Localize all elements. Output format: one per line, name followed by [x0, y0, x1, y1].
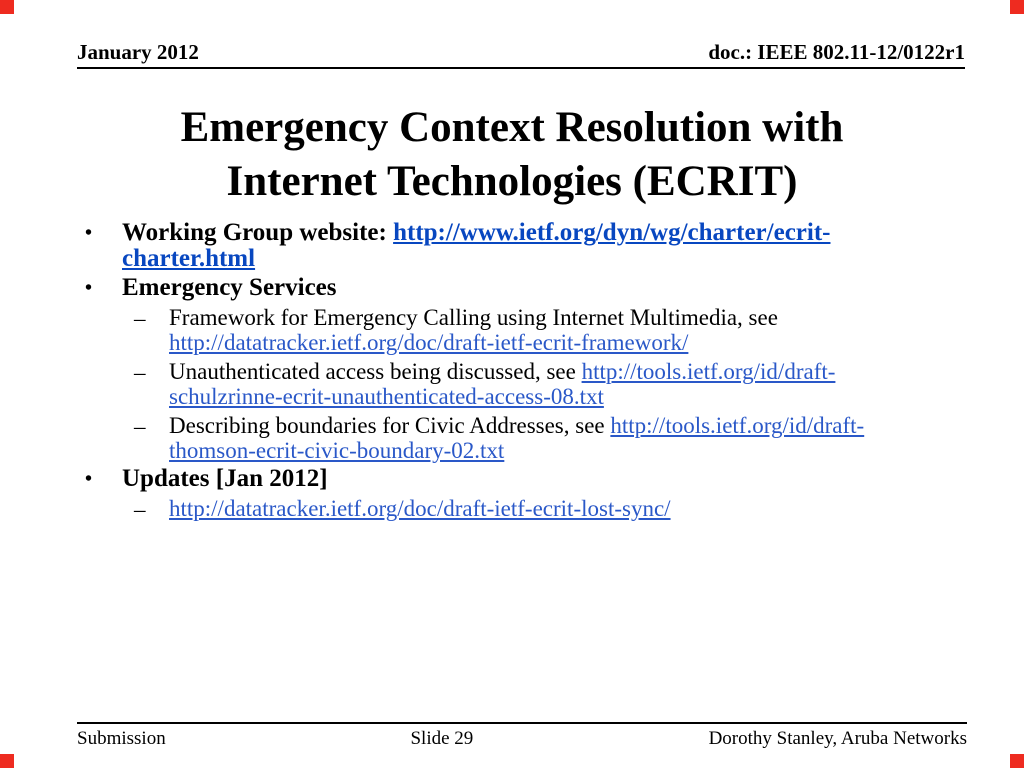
bullet-text: Describing boundaries for Civic Addresses, see	[169, 413, 611, 438]
bullet-text: Working Group website:	[122, 219, 394, 246]
slide-header	[77, 40, 965, 69]
dash-marker: –	[134, 497, 146, 522]
corner-marker	[0, 754, 14, 768]
bullet-text: Framework for Emergency Calling using Internet Multimedia, see	[169, 305, 778, 330]
bullet-item	[77, 360, 982, 409]
footer-slide-number: Slide 29	[410, 728, 474, 749]
header-date: January 2012	[77, 40, 199, 64]
hyperlink[interactable]: thomson-ecrit-civic-boundary-02.txt	[169, 437, 505, 463]
footer-author: Dorothy Stanley, Aruba Networks	[708, 728, 967, 749]
bullet-item	[77, 220, 982, 272]
dash-marker: –	[134, 306, 146, 331]
corner-marker	[0, 0, 14, 14]
corner-marker	[1010, 0, 1024, 14]
dash-marker: –	[134, 414, 146, 439]
bullet-item	[77, 414, 982, 463]
corner-marker	[1010, 754, 1024, 768]
hyperlink[interactable]: http://datatracker.ietf.org/doc/draft-ietf-ecrit-lost-sync/	[169, 496, 671, 521]
bullet-marker: •	[85, 468, 93, 490]
hyperlink[interactable]: http://datatracker.ietf.org/doc/draft-ietf-ecrit-framework/	[169, 329, 689, 355]
bullet-text: Updates [Jan 2012]	[122, 465, 328, 492]
title-line-1: Emergency Context Resolution with	[180, 104, 844, 151]
bullet-item	[77, 497, 982, 522]
hyperlink[interactable]: http://tools.ietf.org/id/draft-	[610, 413, 865, 438]
bullet-item	[77, 306, 982, 355]
bullet-marker: •	[85, 222, 93, 244]
bullet-item	[77, 466, 982, 492]
hyperlink[interactable]: charter.html	[122, 245, 256, 272]
header-doc-number: doc.: IEEE 802.11-12/0122r1	[708, 40, 965, 64]
hyperlink[interactable]: http://tools.ietf.org/id/draft-	[581, 359, 836, 384]
bullet-text: Emergency Services	[122, 274, 337, 301]
dash-marker: –	[134, 360, 146, 385]
footer-submission: Submission	[77, 728, 166, 749]
bullet-text: Unauthenticated access being discussed, see	[169, 359, 582, 384]
slide-title	[0, 101, 1024, 209]
bullet-list	[77, 220, 982, 522]
bullet-item	[77, 275, 982, 301]
slide-footer	[77, 722, 967, 750]
bullet-marker: •	[85, 277, 93, 299]
hyperlink[interactable]: http://www.ietf.org/dyn/wg/charter/ecrit-	[393, 219, 831, 246]
title-line-2: Internet Technologies (ECRIT)	[226, 158, 798, 205]
hyperlink[interactable]: schulzrinne-ecrit-unauthenticated-access-08.txt	[169, 383, 604, 409]
